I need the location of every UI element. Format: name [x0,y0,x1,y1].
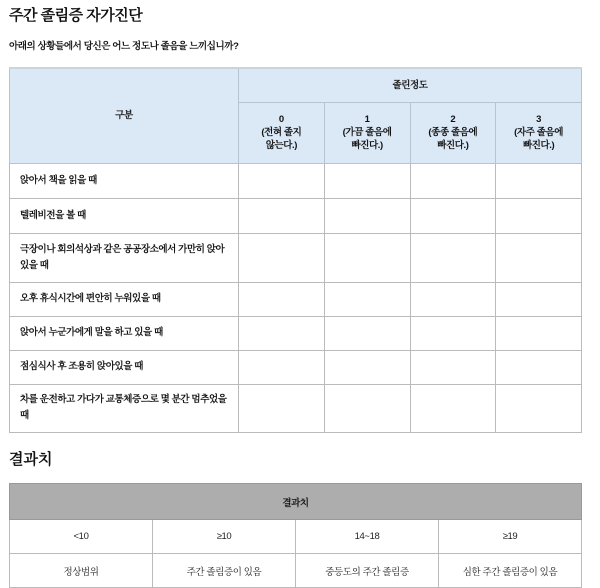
situation-row [10,163,582,198]
situation-label: 앉아서 책을 읽을 때 [10,163,239,198]
score-cell-3[interactable] [496,316,582,350]
situation-row [10,233,582,282]
result-meaning: 심한 주간 졸림증이 있음 [439,554,582,588]
situation-label: 극장이나 회의석상과 같은 공공장소에서 가만히 앉아 있을 때 [10,233,239,282]
situation-label: 점심식사 후 조용히 앉아있을 때 [10,350,239,384]
range-row [10,520,582,554]
score-range: 14~18 [296,520,439,554]
score-cell-3[interactable] [496,163,582,198]
score-value: 3 [536,114,542,125]
meaning-row [10,554,582,588]
score-range: <10 [10,520,153,554]
situation-row [10,282,582,316]
score-value: 0 [278,114,284,125]
category-header: 구분 [10,68,239,163]
score-cell-2[interactable] [410,282,496,316]
situation-row [10,384,582,432]
score-cell-1[interactable] [324,198,410,233]
situation-row [10,350,582,384]
score-cell-1[interactable] [324,350,410,384]
score-cell-2[interactable] [410,316,496,350]
score-value: 1 [364,114,370,125]
score-cell-3[interactable] [496,350,582,384]
score-range: ≥19 [439,520,582,554]
situation-label: 오후 휴식시간에 편안히 누워있을 때 [10,282,239,316]
sleepiness-survey-table [9,67,582,433]
score-cell-2[interactable] [410,163,496,198]
score-cell-1[interactable] [324,163,410,198]
page-title: 주간 졸림증 자가진단 [9,7,143,24]
score-cell-1[interactable] [324,233,410,282]
score-cell-2[interactable] [410,384,496,432]
score-cell-0[interactable] [239,282,325,316]
score-cell-0[interactable] [239,350,325,384]
score-cell-2[interactable] [410,198,496,233]
result-section-title: 결과치 [9,451,53,468]
score-cell-2[interactable] [410,233,496,282]
score-desc2: 빠진다.) [351,140,383,151]
score-cell-1[interactable] [324,282,410,316]
score-header-3 [496,102,582,163]
result-meaning: 정상범위 [10,554,153,588]
situation-row [10,316,582,350]
situation-row [10,198,582,233]
score-header-0 [239,102,325,163]
score-cell-0[interactable] [239,163,325,198]
score-cell-0[interactable] [239,233,325,282]
score-header-1 [324,102,410,163]
score-cell-0[interactable] [239,384,325,432]
score-cell-1[interactable] [324,316,410,350]
score-cell-3[interactable] [496,282,582,316]
situation-label: 텔레비전을 볼 때 [10,198,239,233]
score-desc2: 빠진다.) [522,140,555,151]
result-header: 결과치 [10,484,582,520]
score-desc2: 빠진다.) [437,140,469,151]
score-desc1: (가끔 졸음에 [342,127,392,138]
score-cell-2[interactable] [410,350,496,384]
question-text: 아래의 상황들에서 당신은 어느 정도나 졸음을 느끼십니까? [9,41,239,52]
score-cell-3[interactable] [496,198,582,233]
score-value: 2 [450,114,456,125]
score-range: ≥10 [153,520,296,554]
score-cell-0[interactable] [239,316,325,350]
situation-label: 앉아서 누군가에게 말을 하고 있을 때 [10,316,239,350]
score-desc1: (전혀 졸지 [261,127,302,138]
degree-header: 졸린정도 [239,68,582,102]
score-desc2: 않는다.) [265,140,298,151]
score-desc1: (자주 졸음에 [514,127,564,138]
result-meaning: 주간 졸림증이 있음 [153,554,296,588]
result-meaning: 중등도의 주간 졸림증 [296,554,439,588]
situation-label: 차를 운전하고 가다가 교통체증으로 몇 분간 멈추었을 때 [10,384,239,432]
score-cell-1[interactable] [324,384,410,432]
score-cell-0[interactable] [239,198,325,233]
score-cell-3[interactable] [496,233,582,282]
result-table [9,483,582,588]
score-desc1: (종종 졸음에 [428,127,478,138]
score-header-2 [410,102,496,163]
score-cell-3[interactable] [496,384,582,432]
